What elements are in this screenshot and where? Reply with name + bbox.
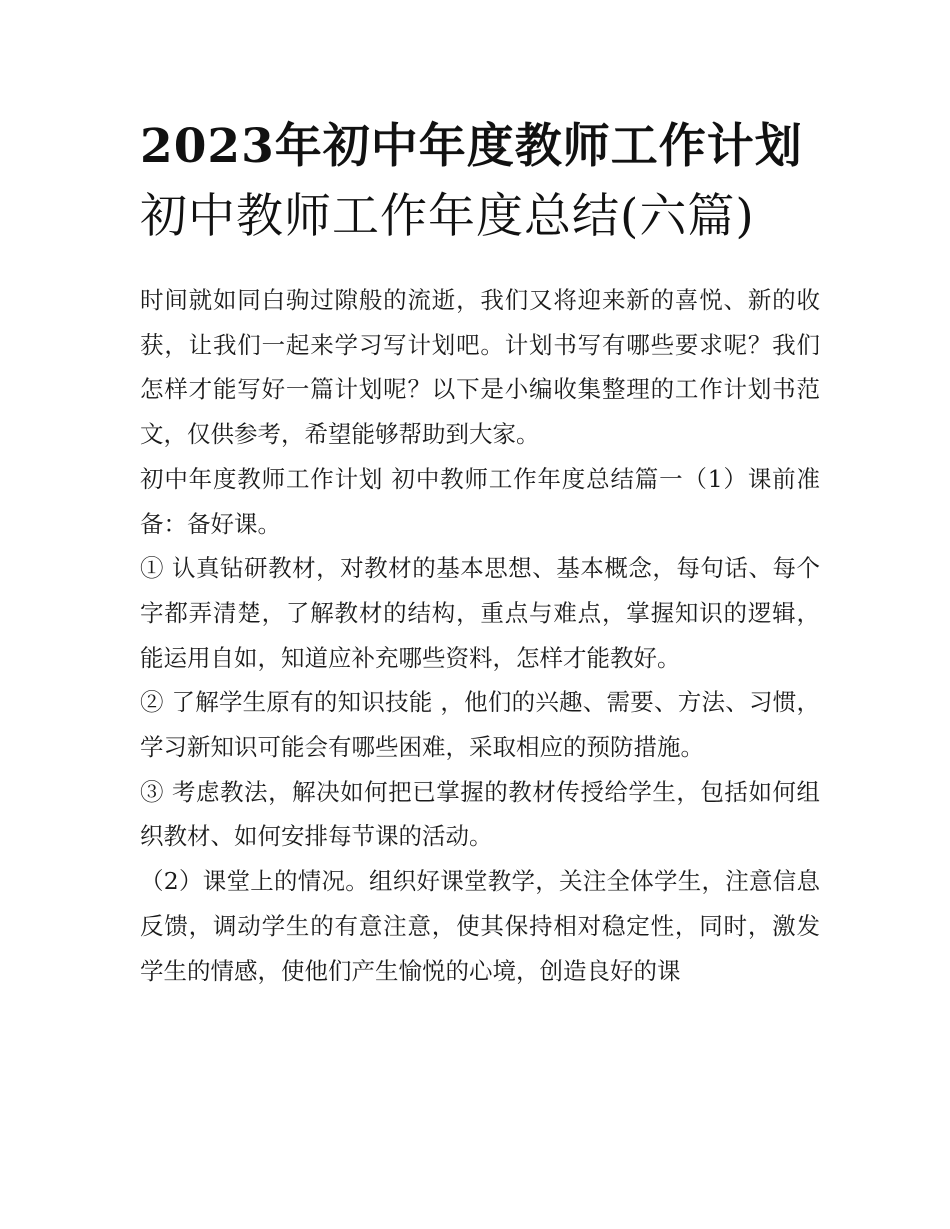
title-line-1: 2023年初中年度教师工作计划 — [140, 119, 803, 174]
list-item-paragraph: ① 认真钻研教材，对教材的基本思想、基本概念，每句话、每个字都弄清楚，了解教材的结构，重点与难点，掌握知识的逻辑，能运用自如，知道应补充哪些资料，怎样才能教好。 — [140, 554, 820, 672]
intro-paragraph: 时间就如同白驹过隙般的流逝，我们又将迎来新的喜悦、新的收获，让我们一起来学习写计划吧。计划书写有哪些要求呢？我们怎样才能写好一篇计划呢？以下是小编收集整理的工作计划书范文，仅供参考，希望能够帮助到大家。 — [140, 286, 820, 449]
body-paragraph: （2）课堂上的情况。组织好课堂教学，关注全体学生，注意信息反馈，调动学生的有意注意，使其保持相对稳定性，同时，激发学生的情感，使他们产生愉悦的心境，创造良好的课 — [140, 867, 820, 985]
title-line-2: 初中教师工作年度总结(六篇) — [140, 189, 755, 244]
document-body — [140, 278, 820, 993]
list-item-paragraph: ② 了解学生原有的知识技能 ，他们的兴趣、需要、方法、习惯，学习新知识可能会有哪些困难，采取相应的预防措施。 — [140, 688, 820, 762]
document-title — [140, 112, 820, 252]
list-item-paragraph: ③ 考虑教法，解决如何把已掌握的教材传授给学生，包括如何组织教材、如何安排每节课的活动。 — [140, 777, 820, 851]
section-heading-paragraph: 初中年度教师工作计划 初中教师工作年度总结篇一（1）课前准备：备好课。 — [140, 464, 820, 538]
